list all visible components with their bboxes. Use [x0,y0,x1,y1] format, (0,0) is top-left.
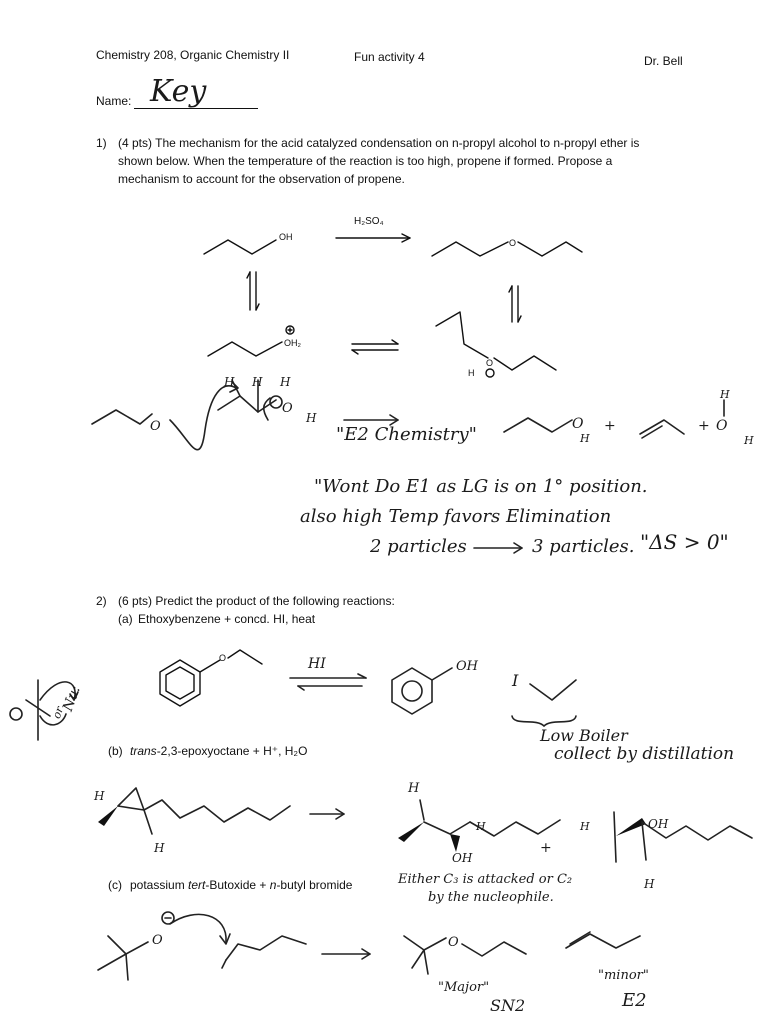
hi-equilibrium-arrow [290,656,366,690]
q2c-text [130,876,352,894]
protonated-ether-h-label: H [468,368,475,378]
q2b-text-rest: -2,3-epoxyoctane + H⁺, H₂O [156,744,308,758]
name-label: Name: [96,94,132,108]
tert-butoxide-structure [98,912,230,980]
mech-h-label-1: H [224,375,235,389]
propanol-oh-label: OH [279,232,293,242]
hi-reagent-label: HI [308,656,326,672]
instructor-name: Dr. Bell [644,54,683,68]
nucleophile-note-1: Either C₃ is attacked or C₂ [398,872,573,887]
mech-h-label-3: H [280,375,291,389]
q2a-text: Ethoxybenzene + concd. HI, heat [138,612,316,626]
trans-epoxyoctane-structure [93,788,290,855]
q2-text: (6 pts) Predict the product of the following reactions: [118,594,395,608]
mech-h-label-4: H [306,411,317,425]
ethoxybenzene-structure [160,650,262,706]
nucleophile-note-2: by the nucleophile. [428,890,554,905]
q2c-text-mid: -Butoxide + [205,878,270,892]
particles-arrow [474,543,522,553]
q2c-text-italic1: tert [188,878,206,892]
mech-h-label-2: H [252,375,263,389]
butene-structure [566,932,640,948]
diol2-h-label: H [644,877,655,891]
ether-product-structure [404,935,526,974]
equilibrium-arrow-left [247,272,259,310]
q1-number: 1) [96,136,107,150]
equilibrium-arrow-middle [352,340,398,354]
phenol-structure [392,659,479,714]
phenol-oh-label: OH [456,659,478,674]
q1-text-line1: (4 pts) The mechanism for the acid catalyzed condensation on n-propyl alcohol to n-propyl ether is [118,136,640,150]
e2-products [504,388,754,447]
product-oxonium-h-label-2: H [744,434,754,447]
epoxide-h-label-1: H [94,789,105,803]
margin-nu-label: Nu: [60,683,84,714]
e2-minor-label: E2 [622,990,647,1011]
protonated-propanol-structure [208,326,302,356]
product-water-h-label: H [580,432,590,445]
svg-text:+: + [604,418,616,434]
e2-label: "E2 Chemistry" [336,424,477,445]
ethoxy-o-label: O [219,653,227,663]
protonated-ether-o-label: O [486,358,494,368]
note-line-3-left: 2 particles [370,536,467,557]
butoxide-o-label: O [152,933,163,948]
iodoethane-i-label: I [512,671,519,690]
q2c-text-italic2: n [269,878,277,892]
diol2-h-label-2: H [580,820,590,833]
ether-o-label: O [509,238,517,248]
svg-text:+: + [698,418,710,434]
sn2-reaction-arrow [322,949,370,959]
product-water-o-label: O [572,416,584,432]
mech-o-label: O [282,401,293,416]
svg-text:+: + [540,840,552,856]
butyl-bromide-structure [222,936,306,968]
q2a-label: (a) [118,612,133,626]
handwritten-e2-mechanism [92,375,317,450]
q2b-label: (b) [108,744,123,758]
mech-oh-label: O [150,419,161,434]
q2c-label: (c) [108,878,122,892]
note-line-3-right: 3 particles. [532,536,635,557]
reagent-arrow [336,216,410,242]
dipropyl-ether-structure [432,238,582,256]
product-ether-o-label: O [448,935,459,950]
diol2-oh-label: OH [648,817,669,831]
distillation-note: collect by distillation [554,744,735,764]
product-oxonium-h-label-1: H [720,388,730,401]
oxonium-label: OH₂ [284,338,301,348]
epoxide-h-label-2: H [154,841,165,855]
course-title: Chemistry 208, Organic Chemistry II [96,48,290,62]
q1-text-line2: shown below. When the temperature of the reaction is too high, propene if formed. Propose a [118,154,613,168]
q2b-text-italic: trans [130,744,157,758]
q2-number: 2) [96,594,107,608]
diol1-oh-label: OH [452,851,473,865]
activity-title: Fun activity 4 [354,50,425,64]
q1-text-line3: mechanism to account for the observation of propene. [118,172,405,186]
entropy-note: "ΔS > 0" [640,530,729,554]
equilibrium-arrow-right [509,286,521,322]
epoxide-reaction-arrow [310,809,344,819]
product-oxonium-o-label: O [716,418,728,434]
diol1-ho-label: H [408,781,420,796]
protonated-ether-structure [436,312,556,378]
q2c-text-pre: potassium [130,878,189,892]
propanol-structure [204,232,293,254]
q2c-text-post: -butyl bromide [276,878,353,892]
q2b-text [130,742,307,760]
iodoethane-structure [511,671,576,726]
sn2-label: SN2 [490,996,526,1015]
diol-product-1 [398,781,560,865]
minor-label: "minor" [598,968,649,983]
margin-or-label: or [50,704,67,721]
low-boiler-note: Low Boiler [540,726,628,745]
reagent-label: H₂SO₄ [354,216,384,227]
note-line-2: also high Temp favors Elimination [300,506,612,527]
note-line-1: "Wont Do E1 as LG is on 1° position. [314,476,648,497]
diol-product-2 [579,812,752,891]
name-value: Key [150,74,207,109]
major-label: "Major" [438,980,490,995]
diol1-h-label: H [476,820,486,833]
